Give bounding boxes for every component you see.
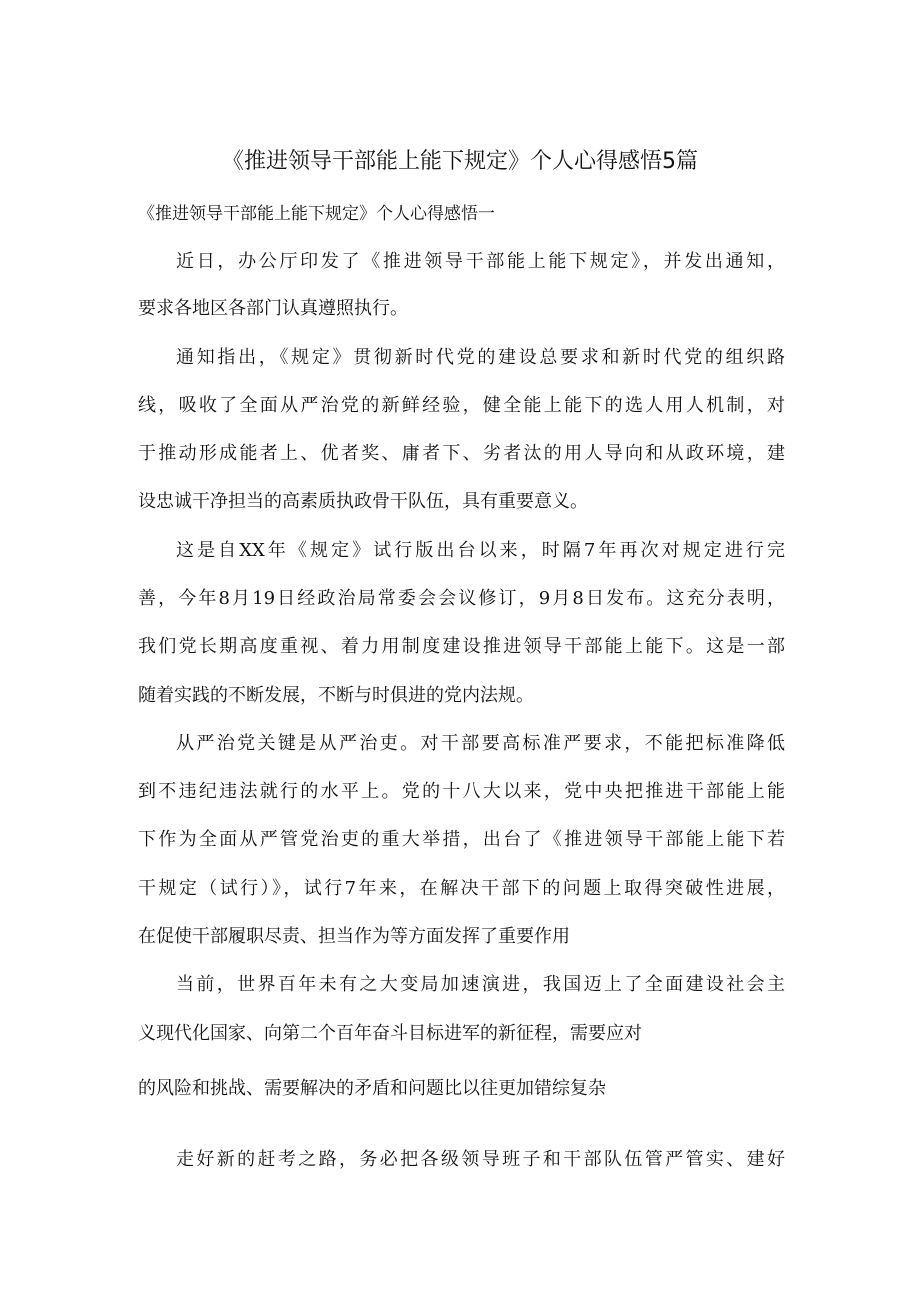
text-line-9: 我们党长期高度重视、着力用制度建设推进领导干部能上能下。这是一部 <box>138 636 785 657</box>
text-line-11: 从严治党关键是从严治吏。对干部要高标准严要求，不能把标准降低 <box>176 733 785 754</box>
text-line-15: 在促使干部履职尽责、担当作为等方面发挥了重要作用 <box>138 926 570 947</box>
text-line-16: 当前，世界百年未有之大变局加速演进，我国迈上了全面建设社会主 <box>176 974 785 995</box>
text-line-19: 走好新的赶考之路，务必把各级领导班子和干部队伍管严管实、建好 <box>176 1149 785 1170</box>
text-line-10: 随着实践的不断发展，不断与时俱进的党内法规。 <box>138 685 534 706</box>
text-line-2: 要求各地区各部门认真遵照执行。 <box>138 298 408 319</box>
text-line-1: 近日，办公厅印发了《推进领导干部能上能下规定》，并发出通知， <box>176 251 785 272</box>
text-line-13: 下作为全面从严管党治吏的重大举措，出台了《推进领导干部能上能下若 <box>138 829 785 850</box>
text-line-17: 义现代化国家、向第二个百年奋斗目标进军的新征程，需要应对 <box>138 1023 642 1044</box>
section-heading: 《推进领导干部能上能下规定》个人心得感悟一 <box>138 204 495 224</box>
text-line-4: 线，吸收了全面从严治党的新鲜经验，健全能上能下的选人用人机制，对 <box>138 395 785 416</box>
text-line-3: 通知指出，《规定》贯彻新时代党的建设总要求和新时代党的组织路 <box>176 347 785 368</box>
text-line-6: 设忠诚干净担当的高素质执政骨干队伍，具有重要意义。 <box>138 491 588 512</box>
text-line-18: 的风险和挑战、需要解决的矛盾和问题比以往更加错综复杂 <box>138 1078 606 1099</box>
text-line-12: 到不违纪违法就行的水平上。党的十八大以来，党中央把推进干部能上能 <box>138 781 785 802</box>
text-line-7: 这是自XX年《规定》试行版出台以来，时隔7年再次对规定进行完 <box>176 540 785 561</box>
text-line-14: 干规定（试行）》，试行7年来，在解决干部下的问题上取得突破性进展， <box>138 878 785 899</box>
text-line-5: 于推动形成能者上、优者奖、庸者下、劣者汰的用人导向和从政环境，建 <box>138 443 785 464</box>
document-title: 《推进领导干部能上能下规定》个人心得感悟5篇 <box>222 149 698 174</box>
text-line-8: 善，今年8月19日经政治局常委会会议修订，9月8日发布。这充分表明， <box>138 588 785 609</box>
